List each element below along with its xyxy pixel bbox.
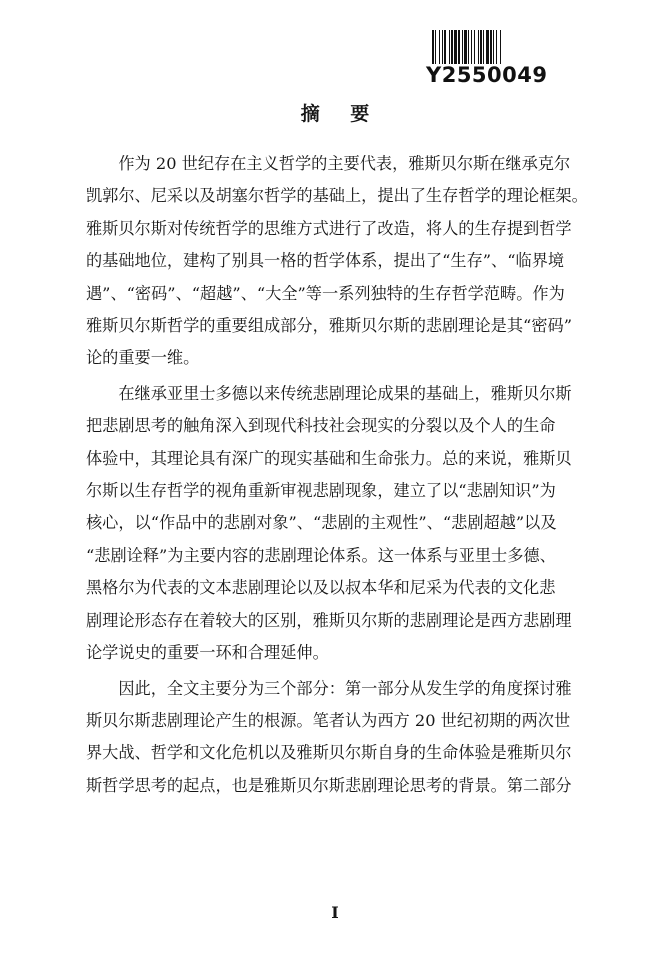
page-number: I — [331, 903, 339, 922]
text-line: 论的重要一维。 — [86, 348, 200, 368]
text-line: 的基础地位，建构了别具一格的哲学体系，提出了“生存”、“临界境 — [86, 251, 565, 271]
text-line: “悲剧诠释”为主要内容的悲剧理论体系。这一体系与亚里士多德、 — [86, 545, 556, 565]
text-line: 黑格尔为代表的文本悲剧理论以及以叔本华和尼采为代表的文化悲 — [86, 578, 556, 598]
barcode-icon — [432, 30, 544, 64]
paragraph — [86, 378, 586, 670]
text-line: 作为 20 世纪存在主义哲学的主要代表，雅斯贝尔斯在继承克尔 — [86, 154, 571, 173]
paragraph — [86, 148, 586, 375]
text-line: 斯哲学思考的起点，也是雅斯贝尔斯悲剧理论思考的背景。第二部分 — [86, 775, 572, 795]
abstract-body — [86, 148, 586, 802]
barcode-stamp — [422, 30, 546, 92]
text-line: 斯贝尔斯悲剧理论产生的根源。笔者认为西方 20 世纪初期的两次世 — [86, 710, 571, 730]
text-line: 凯郭尔、尼采以及胡塞尔哲学的基础上，提出了生存哲学的理论框架。 — [86, 186, 588, 206]
barcode-code: Y2550049 — [426, 63, 548, 87]
text-line: 界大战、哲学和文化危机以及雅斯贝尔斯自身的生命体验是雅斯贝尔 — [86, 743, 572, 763]
text-line: 核心，以“作品中的悲剧对象”、“悲剧的主观性”、“悲剧超越”以及 — [86, 513, 557, 533]
text-line: 剧理论形态存在着较大的区别，雅斯贝尔斯的悲剧理论是西方悲剧理 — [86, 610, 572, 630]
text-line: 在继承亚里士多德以来传统悲剧理论成果的基础上，雅斯贝尔斯 — [86, 383, 572, 403]
text-line: 因此，全文主要分为三个部分：第一部分从发生学的角度探讨雅 — [86, 678, 572, 698]
text-line: 遇”、“密码”、“超越”、“大全”等一系列独特的生存哲学范畴。作为 — [86, 283, 565, 303]
text-line: 把悲剧思考的触角深入到现代科技社会现实的分裂以及个人的生命 — [86, 416, 556, 436]
text-line: 尔斯以生存哲学的视角重新审视悲剧现象，建立了以“悲剧知识”为 — [86, 481, 556, 501]
text-line: 论学说史的重要一环和合理延伸。 — [86, 643, 329, 663]
paragraph — [86, 673, 586, 803]
text-line: 雅斯贝尔斯对传统哲学的思维方式进行了改造，将人的生存提到哲学 — [86, 218, 572, 238]
text-line: 雅斯贝尔斯哲学的重要组成部分，雅斯贝尔斯的悲剧理论是其“密码” — [86, 316, 572, 336]
page-title: 摘 要 — [300, 103, 382, 125]
text-line: 体验中，其理论具有深广的现实基础和生命张力。总的来说，雅斯贝 — [86, 448, 572, 468]
